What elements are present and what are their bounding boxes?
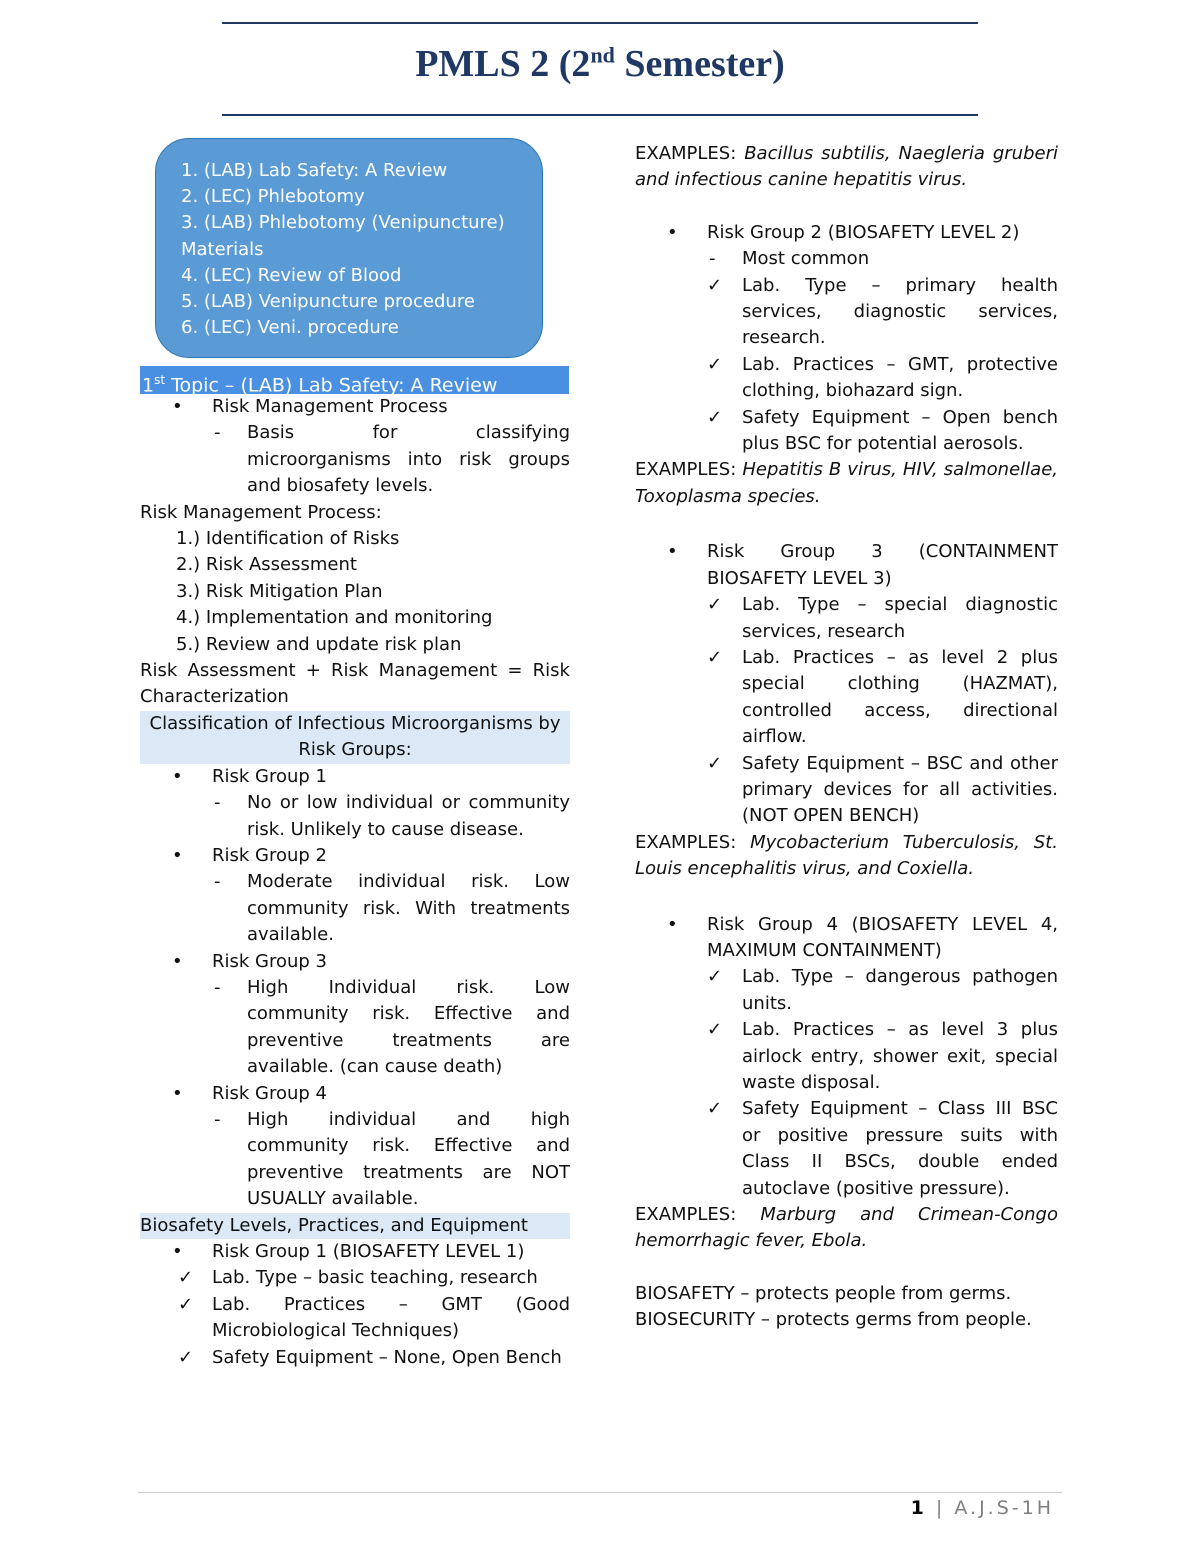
risk-group-desc: - Moderate individual risk. Low community risk. With treatments available. — [140, 869, 570, 948]
risk-group-item: • Risk Group 3 — [140, 949, 570, 975]
page-footer: 1 | A.J.S-1H — [910, 1497, 1054, 1519]
risk-group-desc: - No or low individual or community risk. Unlikely to cause disease. — [140, 790, 570, 843]
biosafety-levels-header: Biosafety Levels, Practices, and Equipment — [140, 1213, 570, 1239]
check-item: ✓ Lab. Practices – GMT, protective clothing, biohazard sign. — [635, 352, 1058, 405]
rmp-step: 2.) Risk Assessment — [176, 554, 357, 576]
classification-header: Classification of Infectious Microorganisms by Risk Groups: — [140, 711, 570, 764]
top-rule — [222, 22, 978, 24]
check-item: ✓ Lab. Type – special diagnostic services, research — [635, 592, 1058, 645]
risk-group-1-bsl: • Risk Group 1 (BIOSAFETY LEVEL 1) — [140, 1239, 570, 1265]
topic-item: 4. (LEC) Review of Blood — [181, 264, 402, 286]
footer-rule — [138, 1492, 1062, 1493]
check-item: ✓ Safety Equipment – Class III BSC or positive pressure suits with Class II BSCs, double ended autoclave (positive pressure). — [635, 1096, 1058, 1202]
risk-characterization: Risk Assessment + Risk Management = Risk Characterization — [140, 660, 570, 708]
biosafety-definition: BIOSAFETY – protects people from germs. — [635, 1282, 1012, 1304]
examples-3: EXAMPLES: Mycobacterium Tuberculosis, St. Louis encephalitis virus, and Coxiella. — [635, 831, 1058, 880]
check-item: ✓ Safety Equipment – BSC and other primary devices for all activities. (NOT OPEN BENCH) — [635, 751, 1058, 830]
risk-group-item: • Risk Group 4 — [140, 1081, 570, 1107]
rg2-dash: - Most common — [635, 246, 1058, 272]
rmp-step: 3.) Risk Mitigation Plan — [176, 580, 383, 602]
examples-2: EXAMPLES: Hepatitis B virus, HIV, salmonellae, Toxoplasma species. — [635, 459, 1058, 507]
check-item: ✓ Lab. Type – primary health services, diagnostic services, research. — [635, 273, 1058, 352]
left-column — [140, 366, 570, 1371]
topics-box — [155, 138, 543, 358]
topic-item: 3. (LAB) Phlebotomy (Venipuncture) — [181, 212, 505, 234]
rmp-dash: - Basis for classifying microorganisms into risk groups and biosafety levels. — [140, 420, 570, 499]
topic-item: Materials — [181, 238, 264, 260]
risk-group-3-bsl: • Risk Group 3 (CONTAINMENT BIOSAFETY LEVEL 3) — [635, 539, 1058, 592]
footer-author: A.J.S-1H — [954, 1497, 1054, 1519]
risk-group-4-bsl: • Risk Group 4 (BIOSAFETY LEVEL 4, MAXIMUM CONTAINMENT) — [635, 912, 1058, 965]
risk-group-item: • Risk Group 2 — [140, 843, 570, 869]
examples-4: EXAMPLES: Marburg and Crimean-Congo hemorrhagic fever, Ebola. — [635, 1204, 1058, 1252]
topic-item: 2. (LEC) Phlebotomy — [181, 186, 365, 208]
topic-item: 6. (LEC) Veni. procedure — [181, 317, 399, 339]
risk-group-desc: - High Individual risk. Low community risk. Effective and preventive treatments are available. (can cause death) — [140, 975, 570, 1081]
biosecurity-definition: BIOSECURITY – protects germs from people. — [635, 1309, 1032, 1331]
page-number: 1 — [910, 1497, 927, 1519]
title-underline — [222, 114, 978, 116]
risk-group-desc: - High individual and high community risk. Effective and preventive treatments are NOT USUALLY available. — [140, 1107, 570, 1213]
rmp-step: 4.) Implementation and monitoring — [176, 607, 493, 629]
check-item: ✓ Lab. Type – basic teaching, research — [140, 1265, 570, 1291]
check-item: ✓ Lab. Type – dangerous pathogen units. — [635, 964, 1058, 1017]
check-item: ✓ Lab. Practices – as level 3 plus airlock entry, shower exit, special waste disposal. — [635, 1017, 1058, 1096]
examples-1: EXAMPLES: Bacillus subtilis, Naegleria gruberi and infectious canine hepatitis virus. — [635, 143, 1058, 191]
rmp-step: 1.) Identification of Risks — [176, 528, 400, 550]
risk-group-item: • Risk Group 1 — [140, 764, 570, 790]
check-item: ✓ Lab. Practices – as level 2 plus special clothing (HAZMAT), controlled access, directional airflow. — [635, 645, 1058, 751]
topic-header: 1st Topic – (LAB) Lab Safety: A Review — [140, 366, 569, 394]
check-item: ✓ Safety Equipment – Open bench plus BSC for potential aerosols. — [635, 405, 1058, 458]
check-item: ✓ Lab. Practices – GMT (Good Microbiological Techniques) — [140, 1292, 570, 1345]
topic-item: 1. (LAB) Lab Safety: A Review — [181, 160, 448, 181]
right-column — [635, 141, 1058, 1334]
rmp-bullet: • Risk Management Process — [140, 394, 570, 420]
rmp-title: Risk Management Process: — [140, 501, 382, 523]
check-item: ✓ Safety Equipment – None, Open Bench — [140, 1345, 570, 1371]
topic-item: 5. (LAB) Venipuncture procedure — [181, 291, 475, 313]
page-title: PMLS 2 (2nd Semester) — [415, 42, 785, 85]
risk-group-2-bsl: • Risk Group 2 (BIOSAFETY LEVEL 2) — [635, 220, 1058, 246]
rmp-step: 5.) Review and update risk plan — [176, 633, 462, 655]
